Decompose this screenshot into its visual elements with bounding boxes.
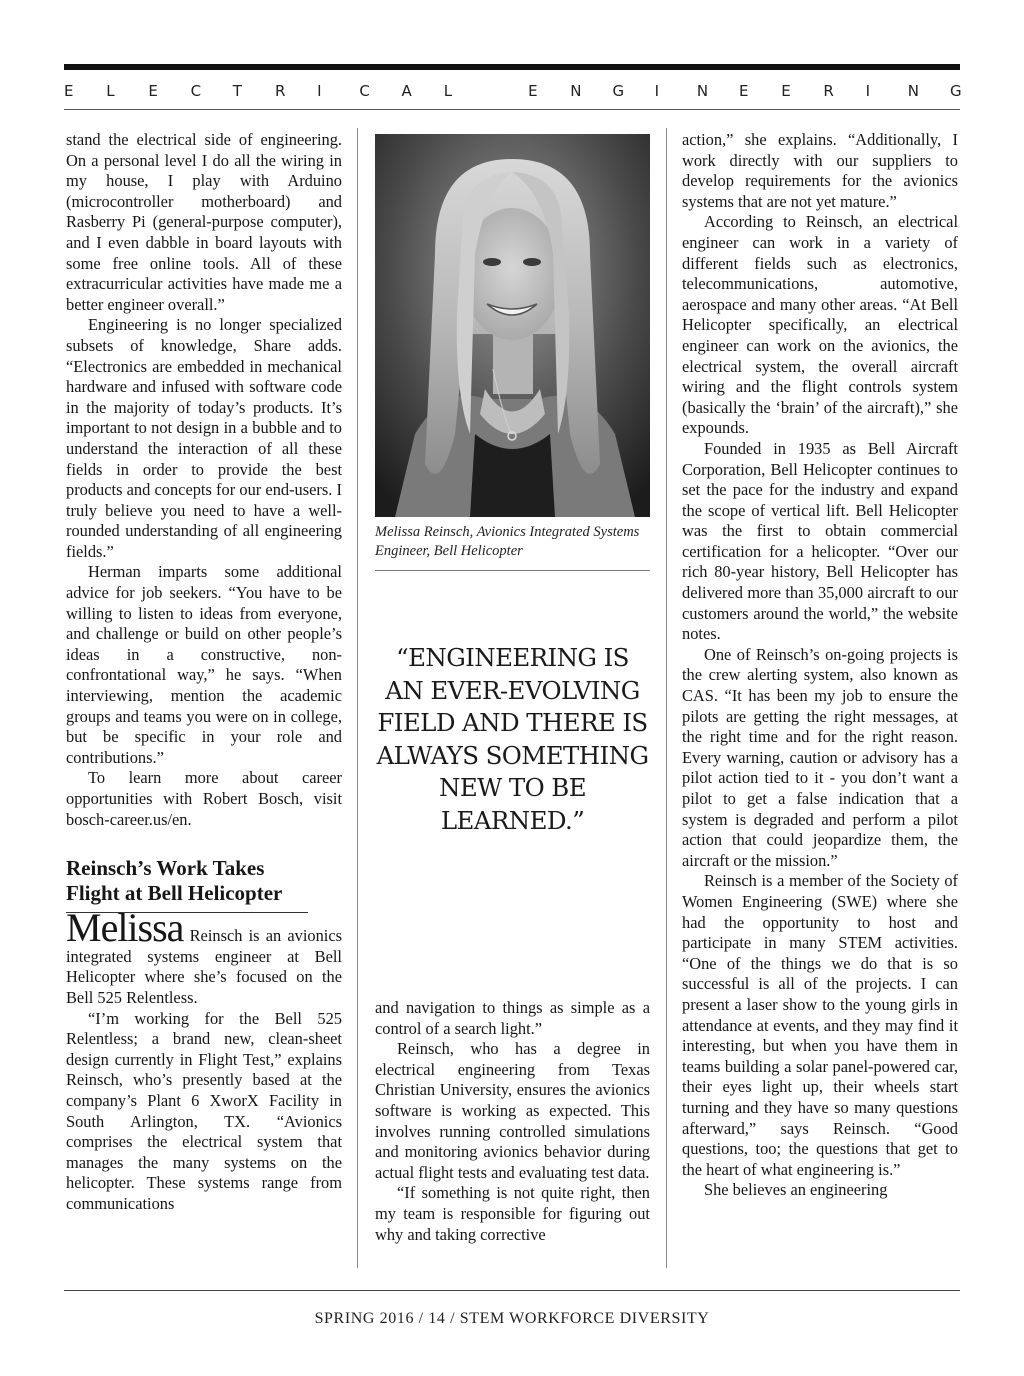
paragraph: She believes an engineering — [704, 1180, 888, 1200]
header-letter: C — [190, 82, 202, 100]
paragraph: To learn more about career opportunities with Robert Bosch, visit bosch-career.us/en. — [66, 768, 342, 829]
paragraph: “I’m working for the Bell 525 Relentless; a brand new, clean-sheet design currently in Flight Test,” explains Reinsch, who’s presently based at the company’s Plant 6 XworX Facility in South Arlington, TX. “Avionics comprises the electrical system that manages the many systems on the helicopter. These systems range from communications — [66, 1008, 342, 1213]
paragraph: According to Reinsch, an electrical engineer can work in a variety of different fields such as electronics, telecommunications, automotive, aerospace and many other areas. “At Bell Helicopter specifically, an electrical engineer can work on the avionics, the electrical system, the overall aircraft wiring and the flight controls system (basically the ‘brain’ of the aircraft),” she expounds. — [682, 212, 958, 438]
header-letter: N — [696, 82, 709, 100]
header-letter: G — [612, 82, 625, 100]
lead-paragraph — [66, 905, 342, 1008]
header-letter: L — [106, 82, 115, 100]
header-letter: I — [865, 82, 871, 100]
header-letter: E — [64, 82, 74, 100]
paragraph: Reinsch is a member of the Society of Women Engineering (SWE) where she had the opportunity to host and participate in many STEM activities. “One of the things we do that is so successful is all of the projects. I can present a laser show to the young girls in attendance at events, and they may find it interesting, but when you have them in teams building a solar panel-powered car, their eyes light up, their wheels start turning and they have so many questions afterward,” says Reinsch. “Good questions, too; the questions that get to the heart of what engineering is.” — [682, 871, 958, 1179]
lead-text: Reinsch is an avionics integrated systems engineer at Bell Helicopter where she’s focused on the Bell 525 Relentless. — [66, 926, 342, 1007]
paragraph: One of Reinsch’s on-going projects is the crew alerting system, also known as CAS. “It has been my job to ensure the pilots are getting the right messages, at the right time and for the right reason. Every warning, caution or advisory has a pilot action tied to it - you don’t want a pilot to get a false indication that a system is degraded and perform a pilot action that could jeopardize them, the aircraft or the mission.” — [682, 644, 958, 870]
column-left — [66, 130, 342, 1215]
header-letter: C — [359, 82, 370, 100]
header-letter: R — [823, 82, 834, 100]
header-rule — [64, 109, 960, 110]
subheading: Reinsch’s Work Takes Flight at Bell Helicopter — [66, 856, 308, 913]
footer-rule — [64, 1290, 960, 1291]
column-middle-text — [375, 998, 650, 1245]
column-right — [682, 130, 958, 1201]
paragraph: Founded in 1935 as Bell Aircraft Corporation, Bell Helicopter continues to set the pace for the industry and expand the scope of vertical lift. Bell Helicopter was the first to obtain commercial certification for a helicopter. “Over our rich 80-year history, Bell Helicopter has delivered more than 35,000 aircraft to our customers around the world,” the website notes. — [682, 438, 958, 644]
header-letter: E — [148, 82, 158, 100]
paragraph: Reinsch, who has a degree in electrical engineering from Texas Christian University, ensures the avionics software is working as expected. This involves running controlled simulations and monitoring avionics behavior during actual flight tests and evaluating test data. — [375, 1039, 650, 1182]
header-letter: L — [443, 82, 453, 100]
page-footer: SPRING 2016 / 14 / STEM WORKFORCE DIVERSITY — [314, 1310, 710, 1327]
header-letter: I — [654, 82, 660, 100]
paragraph: “If something is not quite right, then my team is responsible for figuring out why and taking corrective — [375, 1183, 650, 1244]
paragraph: Herman imparts some additional advice for job seekers. “You have to be willing to listen to ideas from everyone, and challenge or build on other people’s ideas in a constructive, non-confrontational way,” he says. “When interviewing, mention the academic groups and teams you were on in college, but be specific in your role and contributions.” — [66, 562, 342, 767]
top-rule — [64, 64, 960, 70]
header-letter: I — [317, 82, 322, 100]
section-header — [64, 82, 960, 106]
paragraph: and navigation to things as simple as a control of a search light.” — [375, 998, 650, 1038]
header-letter: E — [528, 82, 538, 100]
header-letter: G — [950, 82, 962, 100]
header-letter: N — [907, 82, 920, 100]
portrait-photo — [375, 134, 650, 517]
caption-rule — [375, 570, 650, 571]
photo-caption: Melissa Reinsch, Avionics Integrated Systems Engineer, Bell Helicopter — [375, 524, 640, 559]
header-letter: T — [232, 82, 242, 100]
header-letter: E — [739, 82, 749, 100]
column-divider — [666, 128, 667, 1268]
paragraph: stand the electrical side of engineering. On a personal level I do all the wiring in my house, I play with Arduino (microcontroller motherboard) and Rasberry Pi (general-purpose computer), and I even dabble in board layouts with some free online tools. All of these extracurricular activities have made me a better engineer overall.” — [66, 130, 342, 314]
drop-word: Melissa — [66, 905, 184, 951]
pull-quote: “ENGINEERING IS AN EVER-EVOLVING FIELD AND THERE IS ALWAYS SOMETHING NEW TO BE LEARNED.” — [376, 643, 649, 835]
header-letter: A — [401, 82, 412, 100]
column-divider — [357, 128, 358, 1268]
header-letter: N — [570, 82, 582, 100]
header-letter: E — [781, 82, 791, 100]
paragraph: Engineering is no longer specialized subsets of knowledge, Share adds. “Electronics are embedded in mechanical hardware and infused with software code in the majority of today’s products. It’s important to not design in a bubble and to understand the interaction of all these fields in order to provide the best products and concepts for our end-users. I truly believe you need to have a well-rounded understanding of all engineering fields.” — [66, 315, 342, 561]
header-letter: R — [274, 82, 286, 100]
paragraph: action,” she explains. “Additionally, I work directly with our suppliers to develop requirements for the avionics systems that are not yet mature.” — [682, 130, 958, 211]
